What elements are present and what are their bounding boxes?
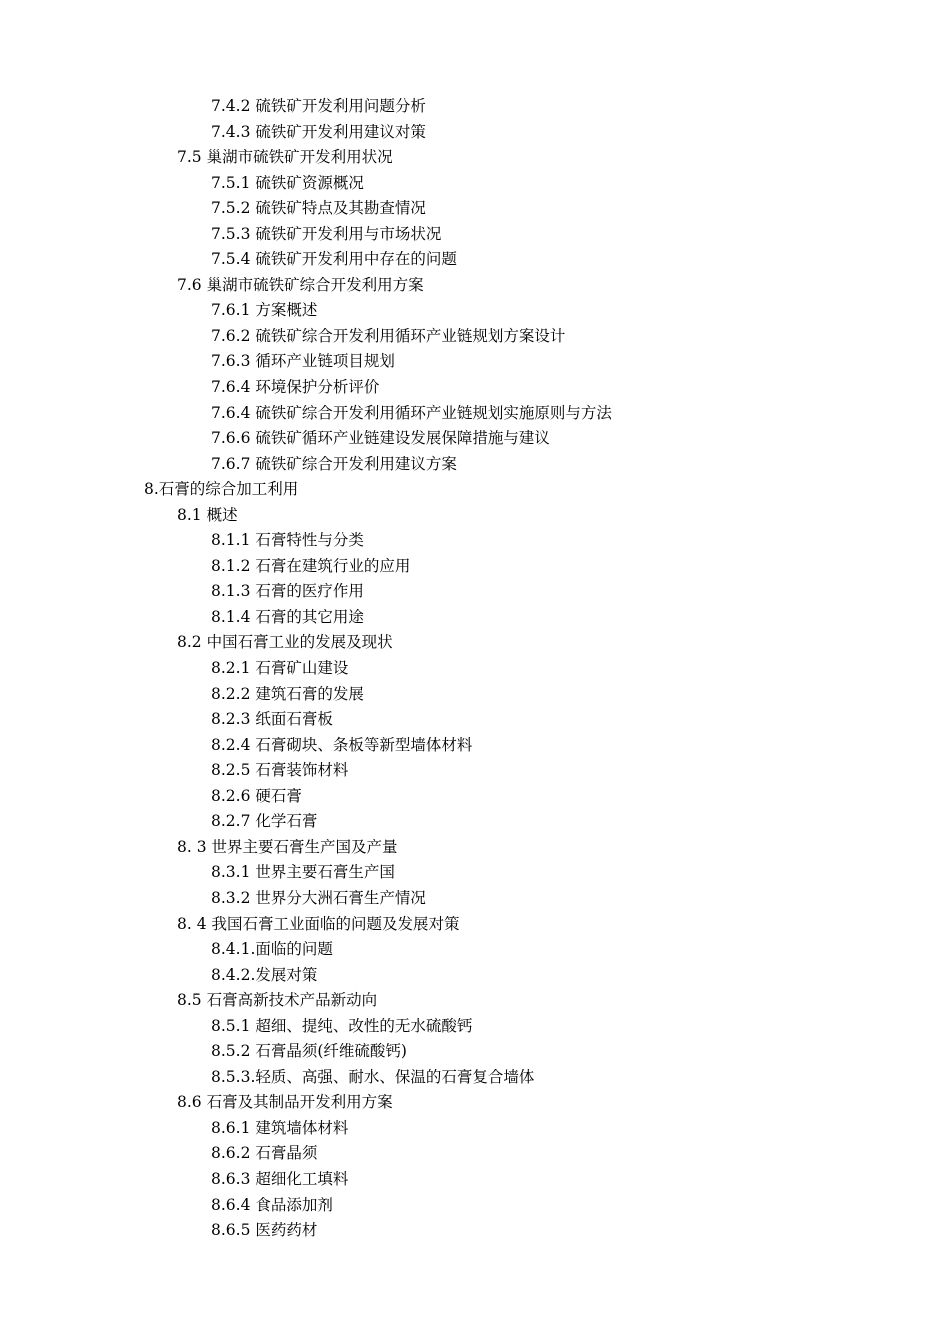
toc-entry: 8.4.1.面临的问题 [211, 940, 333, 959]
toc-entry: 8.5.2 石膏晶须(纤维硫酸钙) [211, 1042, 407, 1061]
toc-entry: 8.5 石膏高新技术产品新动向 [177, 991, 378, 1010]
toc-entry: 8.2.7 化学石膏 [211, 812, 318, 831]
toc-entry: 7.6.4 环境保护分析评价 [211, 378, 380, 397]
toc-entry: 8.6.3 超细化工填料 [211, 1169, 349, 1188]
toc-entry: 8.6.4 食品添加剂 [211, 1195, 333, 1214]
table-of-contents [0, 94, 950, 1244]
toc-entry: 8.1.1 石膏特性与分类 [211, 531, 364, 550]
toc-entry: 7.6.4 硫铁矿综合开发利用循环产业链规划实施原则与方法 [211, 403, 612, 422]
toc-entry: 7.5.1 硫铁矿资源概况 [211, 173, 364, 192]
toc-entry: 7.6.2 硫铁矿综合开发利用循环产业链规划方案设计 [211, 326, 566, 345]
toc-entry: 8.1.2 石膏在建筑行业的应用 [211, 556, 411, 575]
toc-entry: 8.2.5 石膏装饰材料 [211, 761, 349, 780]
toc-entry: 7.6.6 硫铁矿循环产业链建设发展保障措施与建议 [211, 429, 550, 448]
toc-entry: 8.1 概述 [177, 505, 238, 524]
toc-entry: 8.2.4 石膏砌块、条板等新型墙体材料 [211, 735, 473, 754]
toc-entry: 8.1.3 石膏的医疗作用 [211, 582, 364, 601]
toc-entry: 8.6.2 石膏晶须 [211, 1144, 318, 1163]
toc-entry: 8. 3 世界主要石膏生产国及产量 [177, 837, 398, 856]
toc-entry: 7.6 巢湖市硫铁矿综合开发利用方案 [177, 275, 424, 294]
toc-entry: 7.4.3 硫铁矿开发利用建议对策 [211, 122, 426, 141]
toc-entry: 8.5.1 超细、提纯、改性的无水硫酸钙 [211, 1016, 473, 1035]
toc-entry: 8.6.5 医药药材 [211, 1221, 318, 1240]
toc-entry: 7.5.2 硫铁矿特点及其勘查情况 [211, 199, 426, 218]
toc-entry: 7.6.3 循环产业链项目规划 [211, 352, 395, 371]
toc-entry: 8.2 中国石膏工业的发展及现状 [177, 633, 393, 652]
toc-entry: 8.3.2 世界分大洲石膏生产情况 [211, 888, 426, 907]
toc-entry: 8.石膏的综合加工利用 [144, 480, 299, 499]
toc-entry: 7.4.2 硫铁矿开发利用问题分析 [211, 97, 426, 115]
toc-entry: 8.3.1 世界主要石膏生产国 [211, 863, 395, 882]
toc-entry: 8.6.1 建筑墙体材料 [211, 1118, 349, 1137]
toc-entry: 7.6.7 硫铁矿综合开发利用建议方案 [211, 454, 457, 473]
toc-entry: 8.6 石膏及其制品开发利用方案 [177, 1093, 393, 1112]
toc-entry: 7.5 巢湖市硫铁矿开发利用状况 [177, 148, 393, 167]
toc-entry: 8.4.2.发展对策 [211, 965, 318, 984]
toc-entry: 8.1.4 石膏的其它用途 [211, 607, 364, 626]
toc-entry: 8.2.3 纸面石膏板 [211, 710, 333, 729]
toc-entry: 7.5.3 硫铁矿开发利用与市场状况 [211, 224, 442, 243]
toc-entry: 8.5.3.轻质、高强、耐水、保温的石膏复合墙体 [211, 1067, 535, 1086]
toc-entry: 8.2.2 建筑石膏的发展 [211, 684, 364, 703]
toc-entry: 7.5.4 硫铁矿开发利用中存在的问题 [211, 250, 457, 269]
toc-entry: 8. 4 我国石膏工业面临的问题及发展对策 [177, 914, 460, 933]
toc-entry: 8.2.1 石膏矿山建设 [211, 659, 349, 678]
toc-entry: 7.6.1 方案概述 [211, 301, 318, 320]
toc-entry: 8.2.6 硬石膏 [211, 786, 302, 805]
